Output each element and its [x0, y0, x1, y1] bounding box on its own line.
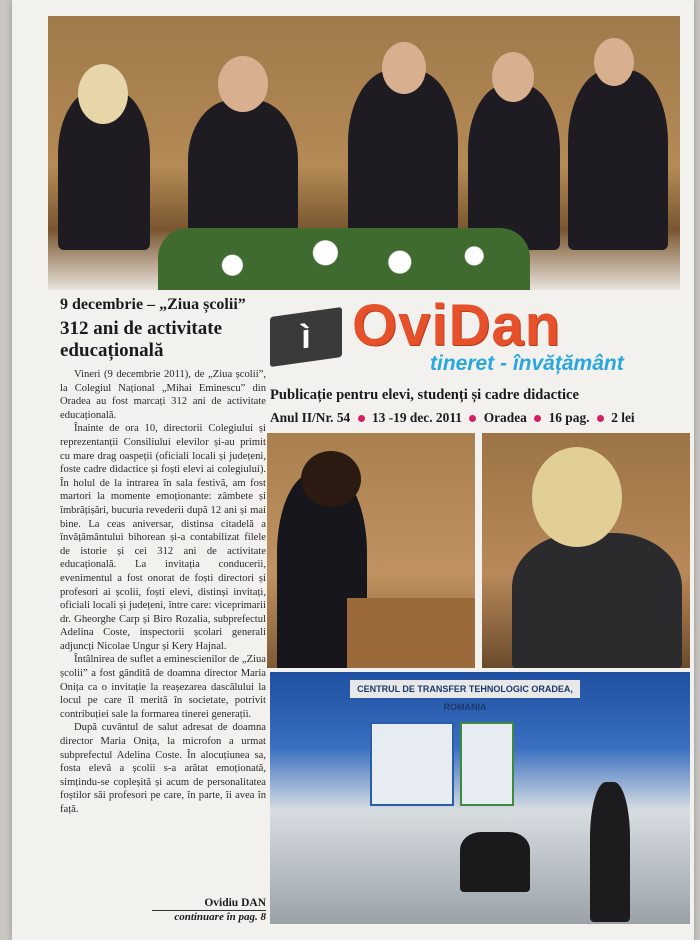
- exhibit-poster: [460, 722, 514, 806]
- article-kicker: 9 decembrie – „Ziua școlii”: [60, 296, 246, 313]
- logo-icon: ì: [270, 307, 342, 367]
- bullet-icon: [358, 415, 365, 422]
- issue-city: Oradea: [483, 410, 527, 425]
- bullet-icon: [469, 415, 476, 422]
- issue-info: [270, 410, 690, 426]
- article-body: [60, 368, 266, 817]
- podium-speaker-photo: [267, 433, 475, 668]
- officials-photo: [48, 16, 680, 290]
- person-head: [218, 56, 268, 112]
- reader-figure: [512, 533, 682, 668]
- exhibit-poster: [370, 722, 454, 806]
- exhibition-banner: CENTRUL DE TRANSFER TEHNOLOGIC ORADEA, ROMANIA: [350, 680, 580, 698]
- flower-arrangement: [158, 228, 530, 290]
- newspaper-page: [12, 0, 694, 940]
- article-paragraph: După cuvântul de salut adresat de doamna director Maria Onița, la microfon a urmat subprefectul Adelina Coste. În alocuțiunea sa, fosta elevă a școlii s-a arătat emoționată, simțindu-se copleșită și acum de personalitatea foștilor săi profesori pe care, în parte, îi avea în față.: [60, 722, 266, 815]
- person-figure: [468, 85, 560, 250]
- article-paragraph: Întâlnirea de suflet a eminescienilor de „Ziua școlii” a fost gândită de doamna director Maria Onița ca o invitație la reașezarea dascălului la locul pe care îl merită în societate, potrivit contribuției sale la formarea tinerei generații.: [60, 654, 266, 720]
- person-figure: [348, 70, 458, 250]
- podium: [347, 598, 475, 668]
- exhibition-photo: [270, 672, 690, 924]
- person-head: [594, 38, 634, 86]
- person-head: [78, 64, 128, 124]
- person-figure: [568, 70, 668, 250]
- article-paragraph: Vineri (9 decembrie 2011), de „Ziua școlii”, la Colegiul Național „Mihai Eminescu” din Oradea au fost marcați 312 ani de activitate educațională.: [60, 369, 266, 421]
- brand-tagline: tineret - învățământ: [430, 352, 624, 375]
- bullet-icon: [534, 415, 541, 422]
- person-head: [492, 52, 534, 102]
- article-paragraph: Înainte de ora 10, directorii Colegiului și reprezentanții Consiliului elevilor și-au primit cu mare drag oaspeții (oficiali locali și județeni, foste cadre didactice și foști elevi ai colegiului). În holul de la intrarea în sala festivă, am fost martori la momente emoționante: zâmbete și îmbrățișări, bucuria revederii după 12 ani și mai bine. La ceas aniversar, distinsa citadelă a învățământului bihorean și-a contabilizat filele de istorie și cei 312 ani de activitate educațională. La invitația conducerii, evenimentul a fost onorat de foști directori și profesori ai școlii, foști elevi, distinși invitați, oficiali locali și județeni, între care: viceprimarii dr. Gheorghe Carp și Biro Rozalia, subprefectul Adelina Coste, inspectorii școlari generali adjuncți Nicolae Ungur și Kery Hajnal.: [60, 423, 266, 652]
- article-headline: 312 ani de activitate educațională: [60, 318, 223, 361]
- article-author: Ovidiu DAN: [204, 897, 266, 909]
- visitor-figure: [460, 832, 530, 892]
- publication-subtitle: Publicație pentru elevi, studenți și cadre didactice: [270, 387, 580, 403]
- issue-price: 2 lei: [611, 410, 635, 425]
- reader-photo: [482, 433, 690, 668]
- reader-head: [532, 447, 622, 547]
- brand-name: OviDan: [352, 293, 562, 358]
- continued-link: continuare în pag. 8: [174, 911, 266, 923]
- issue-number: Anul II/Nr. 54: [270, 410, 351, 425]
- issue-pages: 16 pag.: [548, 410, 590, 425]
- speaker-head: [301, 451, 361, 507]
- issue-dates: 13 -19 dec. 2011: [371, 410, 462, 425]
- bullet-icon: [597, 415, 604, 422]
- person-head: [382, 42, 426, 94]
- visitor-figure: [590, 782, 630, 922]
